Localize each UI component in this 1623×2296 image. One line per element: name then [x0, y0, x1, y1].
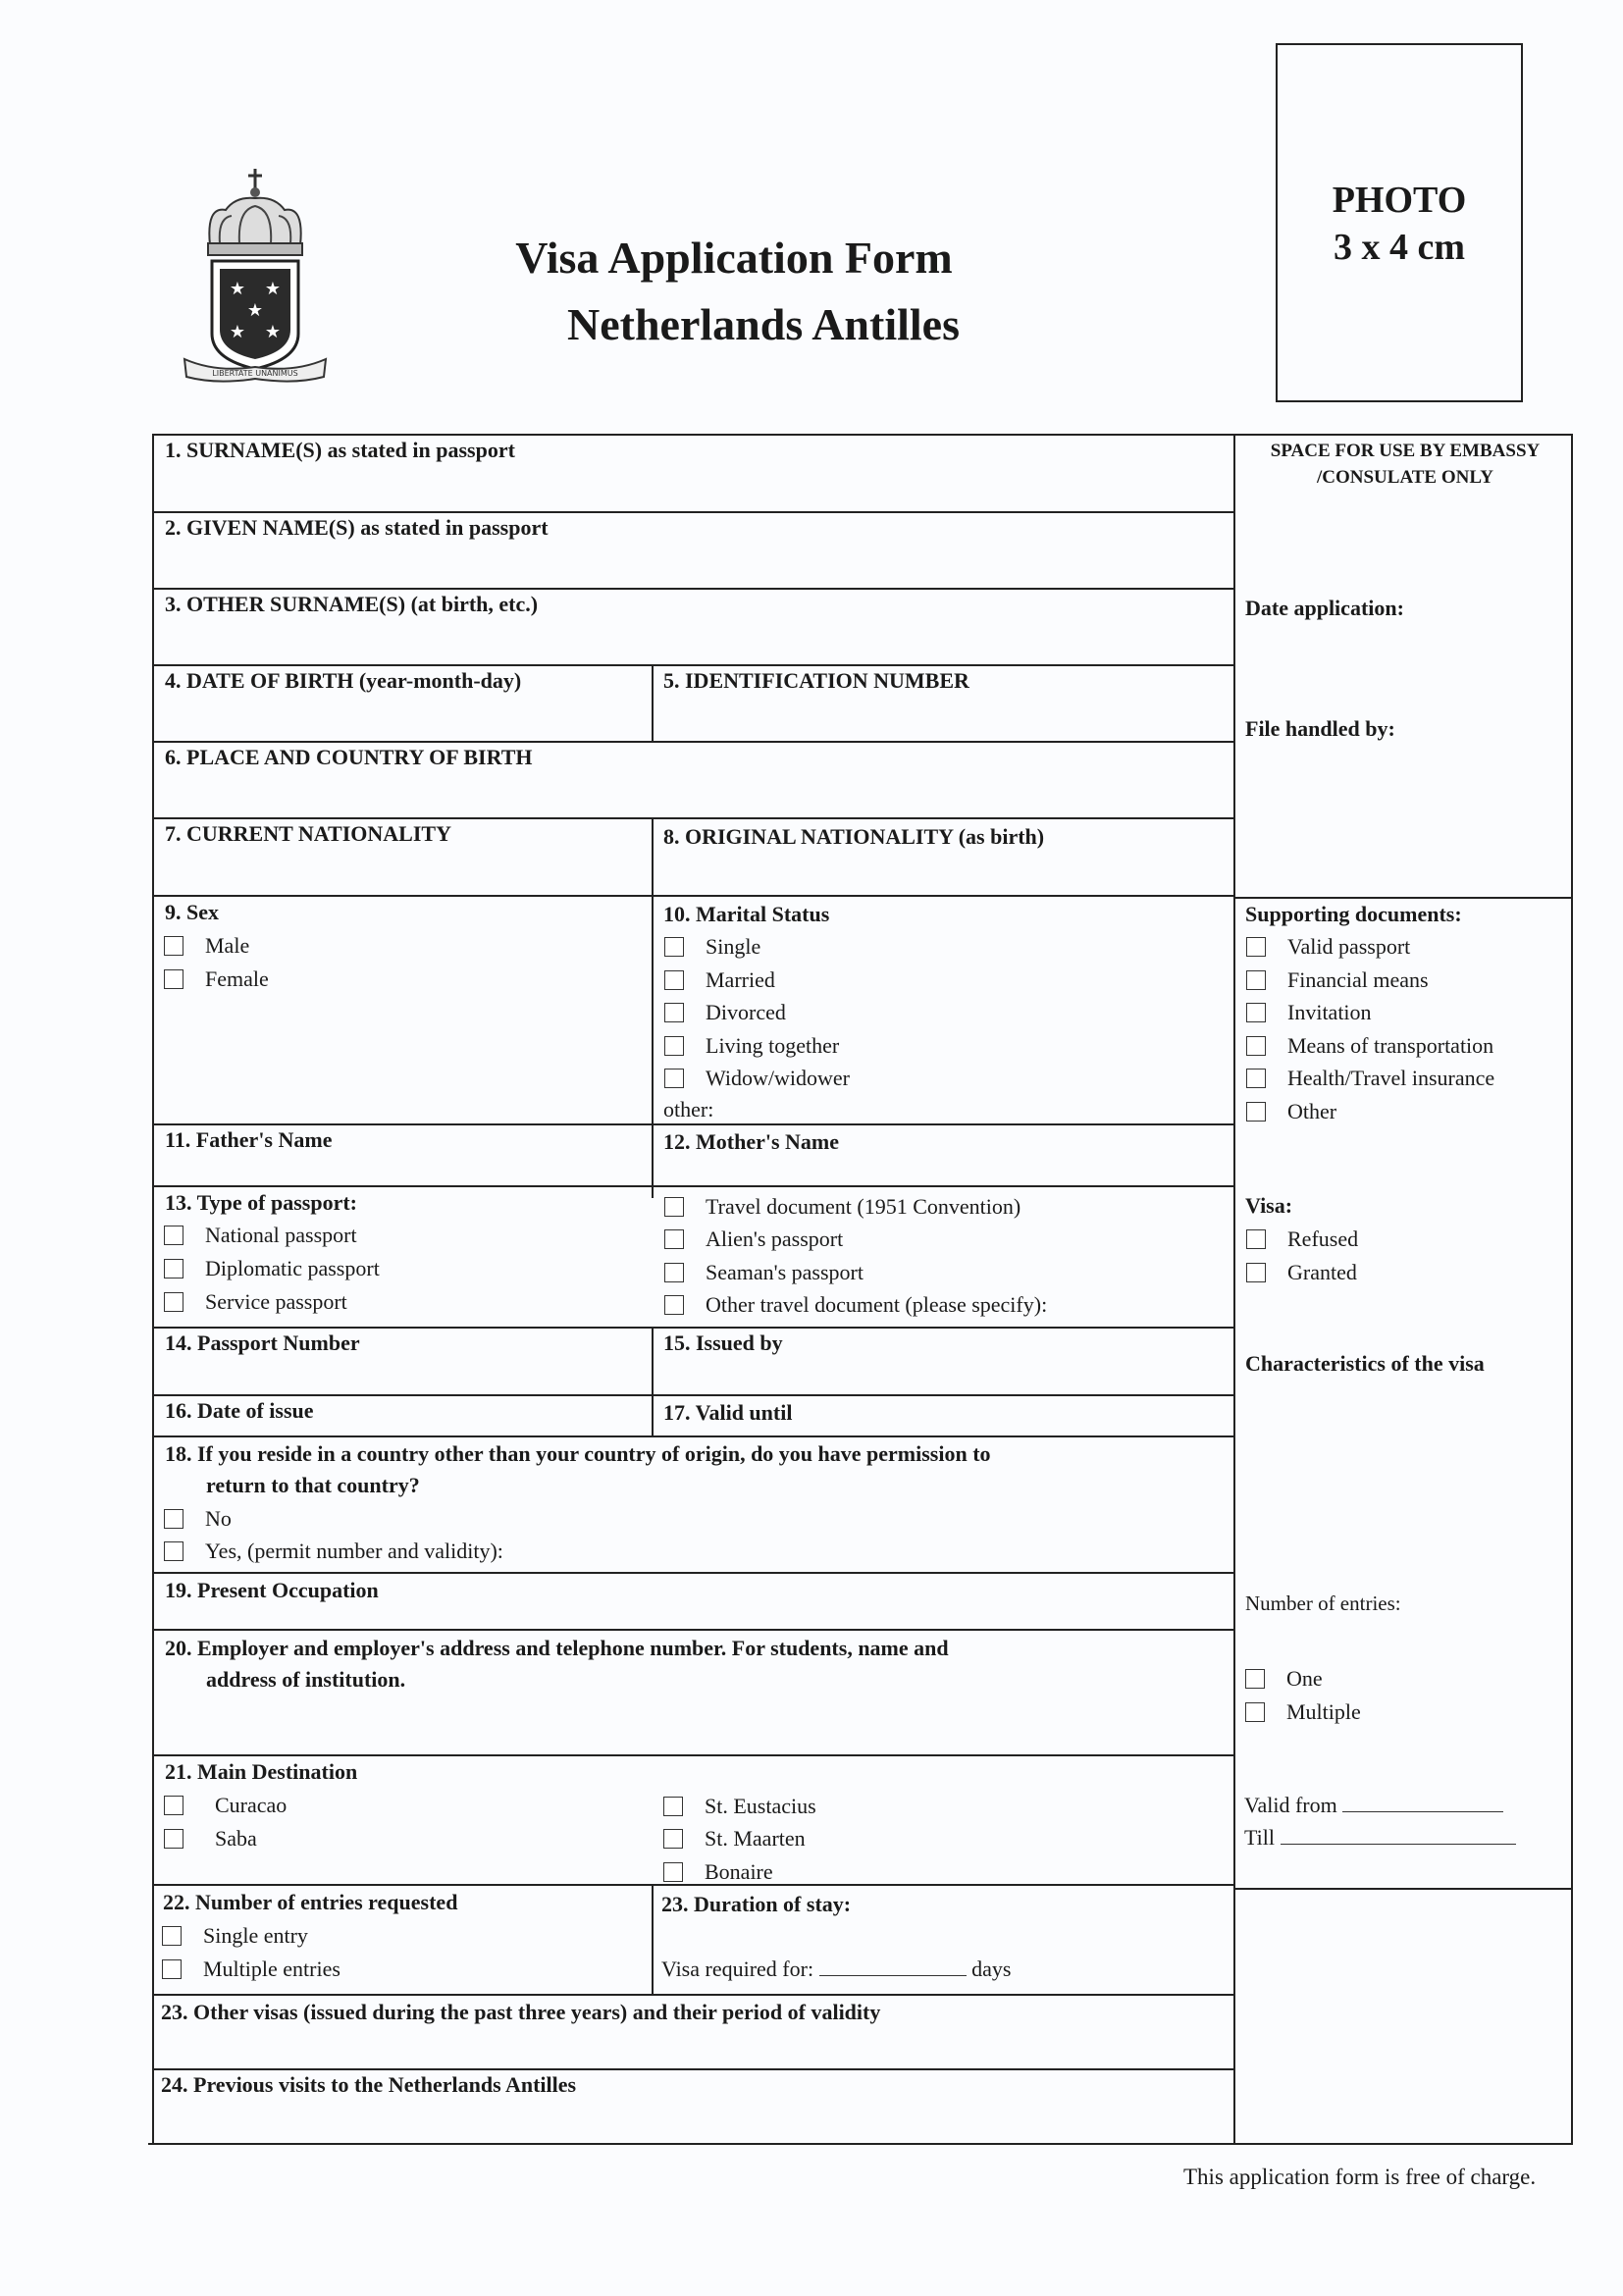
- destination-option-bonaire[interactable]: Bonaire: [663, 1859, 773, 1885]
- sex-option-male[interactable]: Male: [164, 933, 249, 959]
- embassy-header-line2: /CONSULATE ONLY: [1316, 467, 1494, 488]
- checkbox[interactable]: [164, 1259, 183, 1278]
- field-valid-until-label: 17. Valid until: [663, 1400, 793, 1425]
- passport-option-seaman[interactable]: Seaman's passport: [664, 1260, 864, 1285]
- photo-label: PHOTO: [1332, 180, 1467, 221]
- field-employer-label: 20. Employer and employer's address and telephone number. For students, name and: [165, 1636, 949, 1660]
- form-subtitle: Netherlands Antilles: [567, 299, 960, 349]
- checkbox[interactable]: [1246, 1102, 1266, 1122]
- return-option-yes[interactable]: Yes, (permit number and validity):: [164, 1539, 503, 1564]
- coat-of-arms-emblem: [177, 167, 334, 383]
- checkbox[interactable]: [663, 1829, 683, 1849]
- checkbox[interactable]: [1246, 1263, 1266, 1282]
- checkbox[interactable]: [1246, 1003, 1266, 1022]
- field-passport-type-label: 13. Type of passport:: [165, 1190, 357, 1215]
- field-employer-label-cont: address of institution.: [206, 1667, 406, 1692]
- field-occupation-label: 19. Present Occupation: [165, 1578, 379, 1602]
- supporting-option-financial-means[interactable]: Financial means: [1246, 967, 1429, 993]
- supporting-option-other[interactable]: Other: [1246, 1099, 1336, 1124]
- field-marital-status-label: 10. Marital Status: [663, 902, 830, 926]
- checkbox[interactable]: [664, 1003, 684, 1022]
- svg-text:★: ★: [229, 279, 246, 299]
- checkbox[interactable]: [664, 1036, 684, 1056]
- marital-option-widow[interactable]: Widow/widower: [664, 1066, 850, 1091]
- photo-box[interactable]: [1276, 43, 1523, 402]
- supporting-option-valid-passport[interactable]: Valid passport: [1246, 934, 1410, 960]
- embassy-section-header: [1244, 438, 1566, 491]
- entries-option-multiple[interactable]: Multiple entries: [162, 1957, 340, 1982]
- checkbox[interactable]: [664, 970, 684, 990]
- checkbox[interactable]: [664, 1197, 684, 1217]
- embassy-entries-option-one[interactable]: One: [1245, 1666, 1323, 1692]
- free-of-charge-note: This application form is free of charge.: [1183, 2165, 1537, 2189]
- field-duration-of-stay-label: 23. Duration of stay:: [661, 1892, 852, 1916]
- checkbox[interactable]: [164, 1829, 183, 1849]
- supporting-option-invitation[interactable]: Invitation: [1246, 1000, 1372, 1025]
- passport-option-national[interactable]: National passport: [164, 1223, 357, 1248]
- svg-text:★: ★: [246, 300, 264, 321]
- field-current-nationality-label: 7. CURRENT NATIONALITY: [165, 821, 451, 846]
- field-return-permission-label: 18. If you reside in a country other than your country of origin, do you have permission to: [165, 1441, 991, 1466]
- checkbox[interactable]: [164, 1292, 183, 1312]
- checkbox[interactable]: [1246, 1069, 1266, 1088]
- destination-option-saba[interactable]: Saba: [164, 1826, 257, 1852]
- svg-text:★: ★: [264, 279, 282, 299]
- embassy-supporting-docs-label: Supporting documents:: [1245, 902, 1462, 926]
- checkbox[interactable]: [664, 1263, 684, 1282]
- destination-option-st-maarten[interactable]: St. Maarten: [663, 1826, 806, 1852]
- destination-option-st-eustacius[interactable]: St. Eustacius: [663, 1794, 816, 1819]
- checkbox[interactable]: [1245, 1669, 1265, 1689]
- field-identification-number-label: 5. IDENTIFICATION NUMBER: [663, 668, 969, 693]
- checkbox[interactable]: [164, 1226, 183, 1245]
- field-father-name-label: 11. Father's Name: [165, 1127, 333, 1152]
- checkbox[interactable]: [1245, 1702, 1265, 1722]
- checkbox[interactable]: [1246, 1229, 1266, 1249]
- checkbox[interactable]: [664, 1229, 684, 1249]
- visa-option-granted[interactable]: Granted: [1246, 1260, 1357, 1285]
- embassy-header-line1: SPACE FOR USE BY EMBASSY: [1270, 441, 1541, 461]
- field-previous-visits-label: 24. Previous visits to the Netherlands Antilles: [161, 2072, 577, 2097]
- return-option-no[interactable]: No: [164, 1506, 232, 1532]
- field-given-names-label: 2. GIVEN NAME(S) as stated in passport: [165, 515, 549, 540]
- field-date-of-birth-label: 4. DATE OF BIRTH (year-month-day): [165, 668, 522, 693]
- checkbox[interactable]: [162, 1959, 182, 1979]
- field-original-nationality-label: 8. ORIGINAL NATIONALITY (as birth): [663, 824, 1045, 849]
- checkbox[interactable]: [1246, 1036, 1266, 1056]
- field-return-permission-label-cont: return to that country?: [206, 1473, 420, 1497]
- checkbox[interactable]: [1246, 937, 1266, 957]
- form-title: Visa Application Form: [515, 233, 953, 283]
- emblem-motto: LIBERTATE UNANIMUS: [212, 369, 298, 378]
- field-place-of-birth-label: 6. PLACE AND COUNTRY OF BIRTH: [165, 745, 533, 769]
- marital-option-divorced[interactable]: Divorced: [664, 1000, 786, 1025]
- embassy-visa-characteristics-label: Characteristics of the visa: [1245, 1351, 1485, 1376]
- passport-option-diplomatic[interactable]: Diplomatic passport: [164, 1256, 380, 1281]
- passport-option-other[interactable]: Other travel document (please specify):: [664, 1292, 1047, 1318]
- field-sex-label: 9. Sex: [165, 900, 219, 924]
- checkbox[interactable]: [664, 1069, 684, 1088]
- field-issued-by-label: 15. Issued by: [663, 1331, 783, 1355]
- checkbox[interactable]: [664, 1295, 684, 1315]
- embassy-till-field[interactable]: Till: [1244, 1825, 1516, 1851]
- checkbox[interactable]: [1246, 970, 1266, 990]
- marital-other-field[interactable]: other:: [663, 1097, 714, 1122]
- field-main-destination-label: 21. Main Destination: [165, 1759, 358, 1784]
- sex-option-female[interactable]: Female: [164, 966, 269, 992]
- passport-option-travel-document[interactable]: Travel document (1951 Convention): [664, 1194, 1021, 1220]
- checkbox[interactable]: [162, 1926, 182, 1946]
- field-other-visas-label: 23. Other visas (issued during the past three years) and their period of validity: [161, 2000, 881, 2024]
- checkbox[interactable]: [664, 937, 684, 957]
- checkbox[interactable]: [164, 1509, 183, 1529]
- destination-option-curacao[interactable]: Curacao: [164, 1793, 287, 1818]
- embassy-file-handled-label: File handled by:: [1245, 716, 1395, 741]
- svg-text:★: ★: [264, 322, 282, 342]
- supporting-option-transportation[interactable]: Means of transportation: [1246, 1033, 1493, 1059]
- entries-option-single[interactable]: Single entry: [162, 1923, 308, 1949]
- visa-option-refused[interactable]: Refused: [1246, 1226, 1358, 1252]
- svg-text:★: ★: [229, 322, 246, 342]
- marital-option-single[interactable]: Single: [664, 934, 760, 960]
- checkbox[interactable]: [164, 1541, 183, 1561]
- checkbox[interactable]: [164, 969, 183, 989]
- embassy-visa-label: Visa:: [1245, 1193, 1293, 1218]
- field-entries-requested-label: 22. Number of entries requested: [163, 1890, 458, 1914]
- field-passport-number-label: 14. Passport Number: [165, 1331, 360, 1355]
- passport-option-service[interactable]: Service passport: [164, 1289, 347, 1315]
- embassy-date-application-label: Date application:: [1245, 596, 1404, 620]
- checkbox[interactable]: [663, 1797, 683, 1816]
- checkbox[interactable]: [663, 1862, 683, 1882]
- supporting-option-insurance[interactable]: Health/Travel insurance: [1246, 1066, 1494, 1091]
- photo-size: 3 x 4 cm: [1333, 227, 1466, 268]
- embassy-entries-label: Number of entries:: [1245, 1592, 1401, 1615]
- embassy-entries-option-multiple[interactable]: Multiple: [1245, 1699, 1361, 1725]
- field-surname-label: 1. SURNAME(S) as stated in passport: [165, 438, 515, 462]
- marital-option-living-together[interactable]: Living together: [664, 1033, 839, 1059]
- field-other-surnames-label: 3. OTHER SURNAME(S) (at birth, etc.): [165, 592, 539, 616]
- embassy-valid-from-field[interactable]: Valid from: [1244, 1793, 1503, 1818]
- field-date-of-issue-label: 16. Date of issue: [165, 1398, 314, 1423]
- checkbox[interactable]: [164, 936, 183, 956]
- checkbox[interactable]: [164, 1796, 183, 1815]
- passport-option-alien[interactable]: Alien's passport: [664, 1226, 843, 1252]
- visa-required-days-field[interactable]: Visa required for: days: [661, 1957, 1012, 1981]
- field-mother-name-label: 12. Mother's Name: [663, 1129, 840, 1154]
- marital-option-married[interactable]: Married: [664, 967, 775, 993]
